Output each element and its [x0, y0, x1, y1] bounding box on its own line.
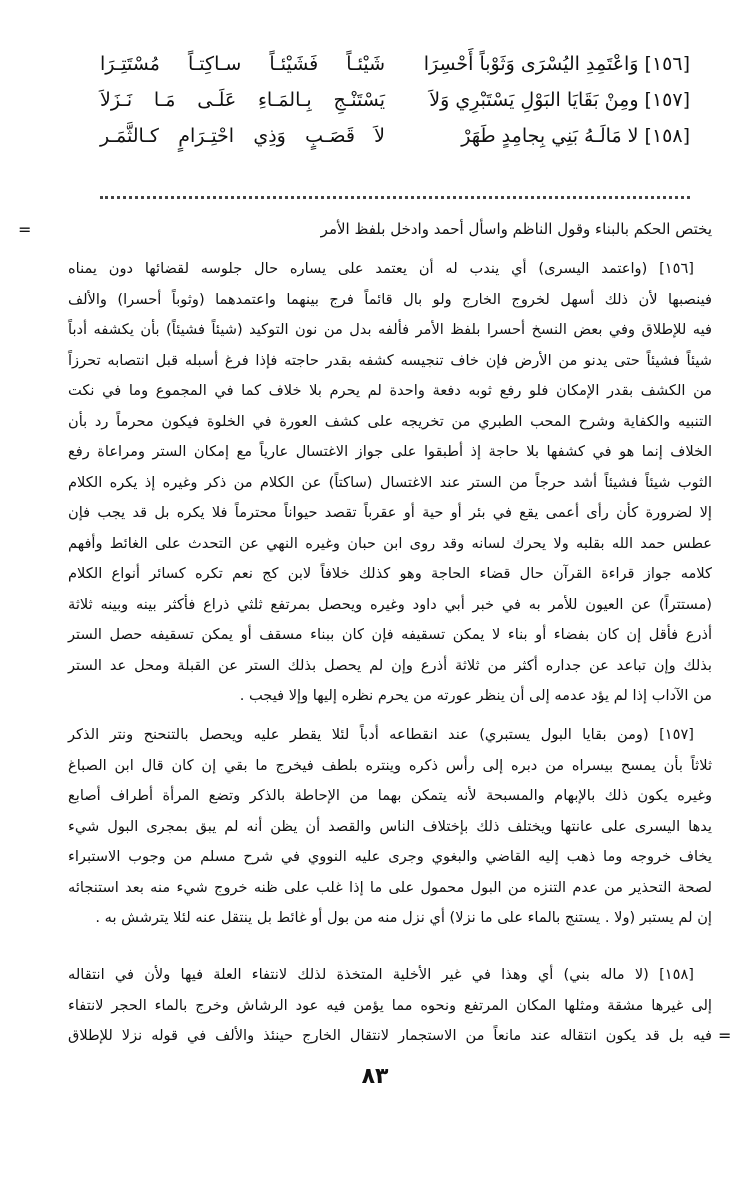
- text-line: عطس حمد الله بقلبه ولا يحرك لسانه وقد روى ابن حبان وغيره النهي عن التحدث على الغائط وأفهم: [68, 534, 712, 552]
- dotted-separator: [100, 196, 690, 199]
- text-line: [١٥٧] (ومن بقايا البول يستبري) عند انقطاعه أدباً لئلا يقطر عليه ويحصل بالتنحنح ونتر الذكر: [68, 726, 694, 743]
- commentary-paragraph-156: [68, 254, 712, 712]
- page-number: ٨٣: [361, 1064, 389, 1089]
- text-line: أذرع فأقل إن كان بفضاء أو بناء لا يمكن تسقيفه فإن كان ببناء مسقف أو يمكن تسقيفه حصل الستر: [68, 626, 712, 643]
- verse-first-hemistich: [١٥٨] لا مَالَـهُ بَنِي بِجامِدٍ طَهَرْ: [461, 125, 690, 147]
- commentary-paragraph-157: [68, 720, 712, 934]
- text-line: إلى غيرها مشقة ومثلها المكان المرتفع ونحوه مما يؤمن فيه عود الرشاش وخرج بالماء الحجر لانتفاء: [68, 996, 712, 1014]
- text-line: يخاف خروجه وما ذهب إليه القاضي والبغوي وجرى عليه النووي في شرح مسلم من وجوب الاستبراء: [68, 848, 712, 865]
- text-line: يدها اليسرى على عانتها ويختلف ذلك بإختلاف الناس والقصد أن يظن أنه لم يبق بمجرى البول شيء: [68, 817, 712, 835]
- verse-first-hemistich: [١٥٧] ومِنْ بَقَايَا البَوْلِ يَسْتَبْرِي وَلاَ: [429, 89, 690, 111]
- text-line: [١٥٨] (لا ماله بني) أي وهذا في غير الأخلية المتخذة لذلك لانتفاء العلة فيها ولأن في انتقاله: [68, 966, 694, 983]
- text-line: الخلاف إنما هو في كشفها بلا حاجة إذ أطبقوا على جواز الاغتسال عارياً مع إمكان الستر ومراعاة رفع: [68, 443, 712, 460]
- footnote-continuation-line: يختص الحكم بالبناء وقول الناظم واسأل أحمد وادخل بلفظ الأمر: [320, 220, 712, 238]
- text-line: لصحة التحذير من عدم التنزه من البول محمول على ما إذا غلب على ظنه خروج شيء منه بعد استنجائه: [68, 878, 712, 896]
- text-line: وغيره يكون ذلك بالإبهام والمسبحة لأنه يتمكن بهما من الإحاطة بالذكر وتضع المرأة أطراف أصابع: [68, 787, 712, 804]
- text-line: ثلاثاً بأن يمسح بيسراه من دبره إلى رأس ذكره وينتره بلطف فيخرج ما بقي إن كان قال ابن الصباغ: [68, 756, 712, 774]
- verse-second-hemistich: يَسْتَنْـجِ بِـالمَـاءِ عَلَـى مَـا نَـزَلاَ: [100, 89, 385, 111]
- verse-first-hemistich: [١٥٦] وَاعْتَمِدِ اليُسْرَى وَثَوْباً أَحْسِرَا: [423, 53, 690, 75]
- continuation-mark: =: [18, 220, 32, 239]
- text-line: الثوب شيئاً فشيئاً أشد حرجاً من الستر عند الاغتسال (ساكتاً) عن الكلام من ذكر وغيره إذ يكره الكلام: [68, 473, 712, 491]
- text-line: فينصبها لأن ذلك أسهل لخروج الخارج ولو بال قائماً فرج بينهما واعتمدهما (وثوباً أحسرا) والألف: [68, 290, 712, 308]
- text-line: إلا لضرورة كأن رأى أعمى يقع في بئر أو حية أو عقرباً تقصد حيواناً محترماً فلا يكره بل قد يجب فإن: [68, 504, 712, 521]
- verse-second-hemistich: لاَ قَصَـبٍ وَذِي احْتِـرَامٍ كـالثَّمَـر: [100, 125, 385, 147]
- text-line: من الآداب إذا لم يؤد عدمه إلى أن ينظر عورته من يحرم نظره إليها وإلا فيجب .: [239, 687, 712, 704]
- verse-block: [100, 46, 690, 154]
- text-line: إن لم يستبر (ولا . يستنج بالماء على ما نزلا) أي نزل منه من بول أو غائط بل ينتقل عنه لئلا يترشش به .: [95, 909, 712, 926]
- text-line: كلامه جواز قراءة القرآن حال قضاء الحاجة وهو كذلك خلافاً لابن كج نعم تكره كسائر أنواع الكلام: [68, 565, 712, 582]
- verse-second-hemistich: شَيْئـاً فَشَيْئـاً سـاكِتـاً مُسْتَتِـرَا: [100, 53, 385, 75]
- text-line: التنبيه والكفاية وشرح المحب الطبري من تخريجه على كشف العورة في الخلوة فيكون محرماً رد بأن: [68, 412, 712, 430]
- verse-157: [100, 82, 690, 118]
- text-line: فيه للإطلاق وفي بعض النسخ أحسرا بلفظ الأمر فألفه بدل من نون التوكيد (شيئاً فشيئاً) بأن يكشفه أدباً: [68, 321, 712, 338]
- text-line: بذلك وإن تباعد عن جداره أكثر من ثلاثة أذرع وإن لم يحصل بذلك الستر عن القبلة ومحل عد الستر: [68, 656, 712, 674]
- verse-156: [100, 46, 690, 82]
- text-line: فيه بل قد يكون انتقاله عند مانعاً من الاستجمار لانتقال الخارج حينئذ والألف في قوله نزلا للإطلاق: [68, 1027, 712, 1044]
- continuation-mark: =: [718, 1026, 732, 1045]
- text-line: من الكشف بقدر الإمكان فلو رفع ثوبه دفعة واحدة لم يحرم بلا خلاف كما في المجموع وما في نكت: [68, 382, 712, 399]
- text-line: شيئاً فشيئاً حتى يدنو من الأرض فإن خاف تنجيسه كشفه بقدر حاجته فإذا فرغ أسبله قبل انتصابه تحرزاً: [68, 351, 712, 369]
- text-line: (مستتراً) عن العيون للأمر به في خبر أبي داود وغيره ويحصل بمرتفع ثلثي ذراع فأكثر بينه وبينه ثلاثة: [68, 595, 712, 613]
- text-line: [١٥٦] (واعتمد اليسرى) أي يندب له أن يعتمد على يساره حال جلوسه لقضائها دون يمناه: [68, 260, 694, 277]
- verse-158: [100, 118, 690, 154]
- commentary-paragraph-158: [68, 960, 712, 1052]
